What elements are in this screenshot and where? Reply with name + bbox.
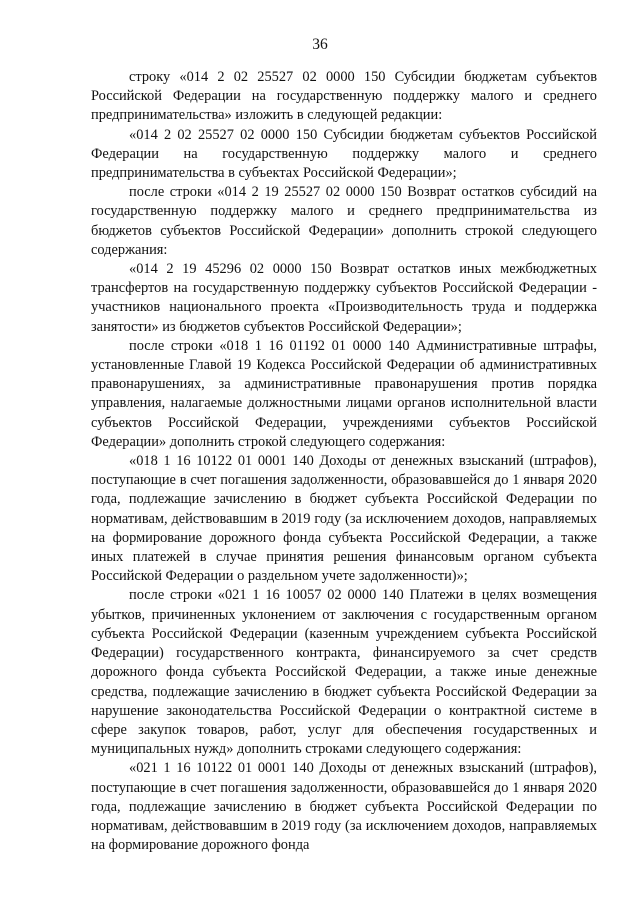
paragraph-6: «018 1 16 10122 01 0001 140 Доходы от денежных взысканий (штрафов), поступающие в счет погашения задолженности, образовавшейся до 1 января 2020 года, подлежащие зачислению в бюджет субъекта Российской Федерации по нормативам, действовавшим в 2019 году (за исключением доходов, направляемых на формирование дорожного фонда субъекта Российской Федерации, а также иных платежей в случае принятия решения финансовым органом субъекта Российской Федерации о раздельном учете задолженности)»; — [91, 453, 597, 585]
paragraph-1: строку «014 2 02 25527 02 0000 150 Субсидии бюджетам субъектов Российской Федерации на государственную поддержку малого и среднего предпринимательства» изложить в следующей редакции: — [91, 69, 597, 124]
paragraph-2: «014 2 02 25527 02 0000 150 Субсидии бюджетам субъектов Российской Федерации на государственную поддержку малого и среднего предпринимательства в субъектах Российской Федерации»; — [91, 126, 597, 182]
paragraph-5: после строки «018 1 16 01192 01 0000 140 Административные штрафы, установленные Главой 19 Кодекса Российской Федерации об административных правонарушениях, за административные правонарушения против порядка управления, налагаемые должностными лицами органов исполнительной власти субъектов Российской Федерации, учреждениями субъектов Российской Федерации» дополнить строкой следующего содержания: — [91, 337, 597, 450]
page-number: 36 — [312, 36, 328, 53]
paragraph-7: после строки «021 1 16 10057 02 0000 140 Платежи в целях возмещения убытков, причиненных уклонением от заключения с государственным органом субъекта Российской Федерации (казенным учреждением субъекта Российской Федерации) государственного контракта, финансируемого за счет средств дорожного фонда субъекта Российской Федерации, а также иные денежные средства, подлежащие зачислению в бюджет субъекта Российской Федерации за нарушение законодательства Российской Федерации о контрактной системе в сфере закупок товаров, работ, услуг для обеспечения государственных и муниципальных нужд» дополнить строками следующего содержания: — [91, 587, 597, 758]
paragraph-4: «014 2 19 45296 02 0000 150 Возврат остатков иных межбюджетных трансфертов на государственную поддержку субъектов Российской Федерации - участников национального проекта «Производительность труда и поддержка занятости» из бюджетов субъектов Российской Федерации»; — [91, 261, 597, 335]
document-body — [91, 68, 597, 855]
paragraph-8: «021 1 16 10122 01 0001 140 Доходы от денежных взысканий (штрафов), поступающие в счет погашения задолженности, образовавшейся до 1 января 2020 года, подлежащие зачислению в бюджет субъекта Российской Федерации по нормативам, действовавшим в 2019 году (за исключением доходов, направляемых на формирование дорожного фонда — [91, 760, 597, 854]
paragraph-3: после строки «014 2 19 25527 02 0000 150 Возврат остатков субсидий на государственную поддержку малого и среднего предпринимательства из бюджетов субъектов Российской Федерации» дополнить строкой следующего содержания: — [91, 184, 597, 258]
